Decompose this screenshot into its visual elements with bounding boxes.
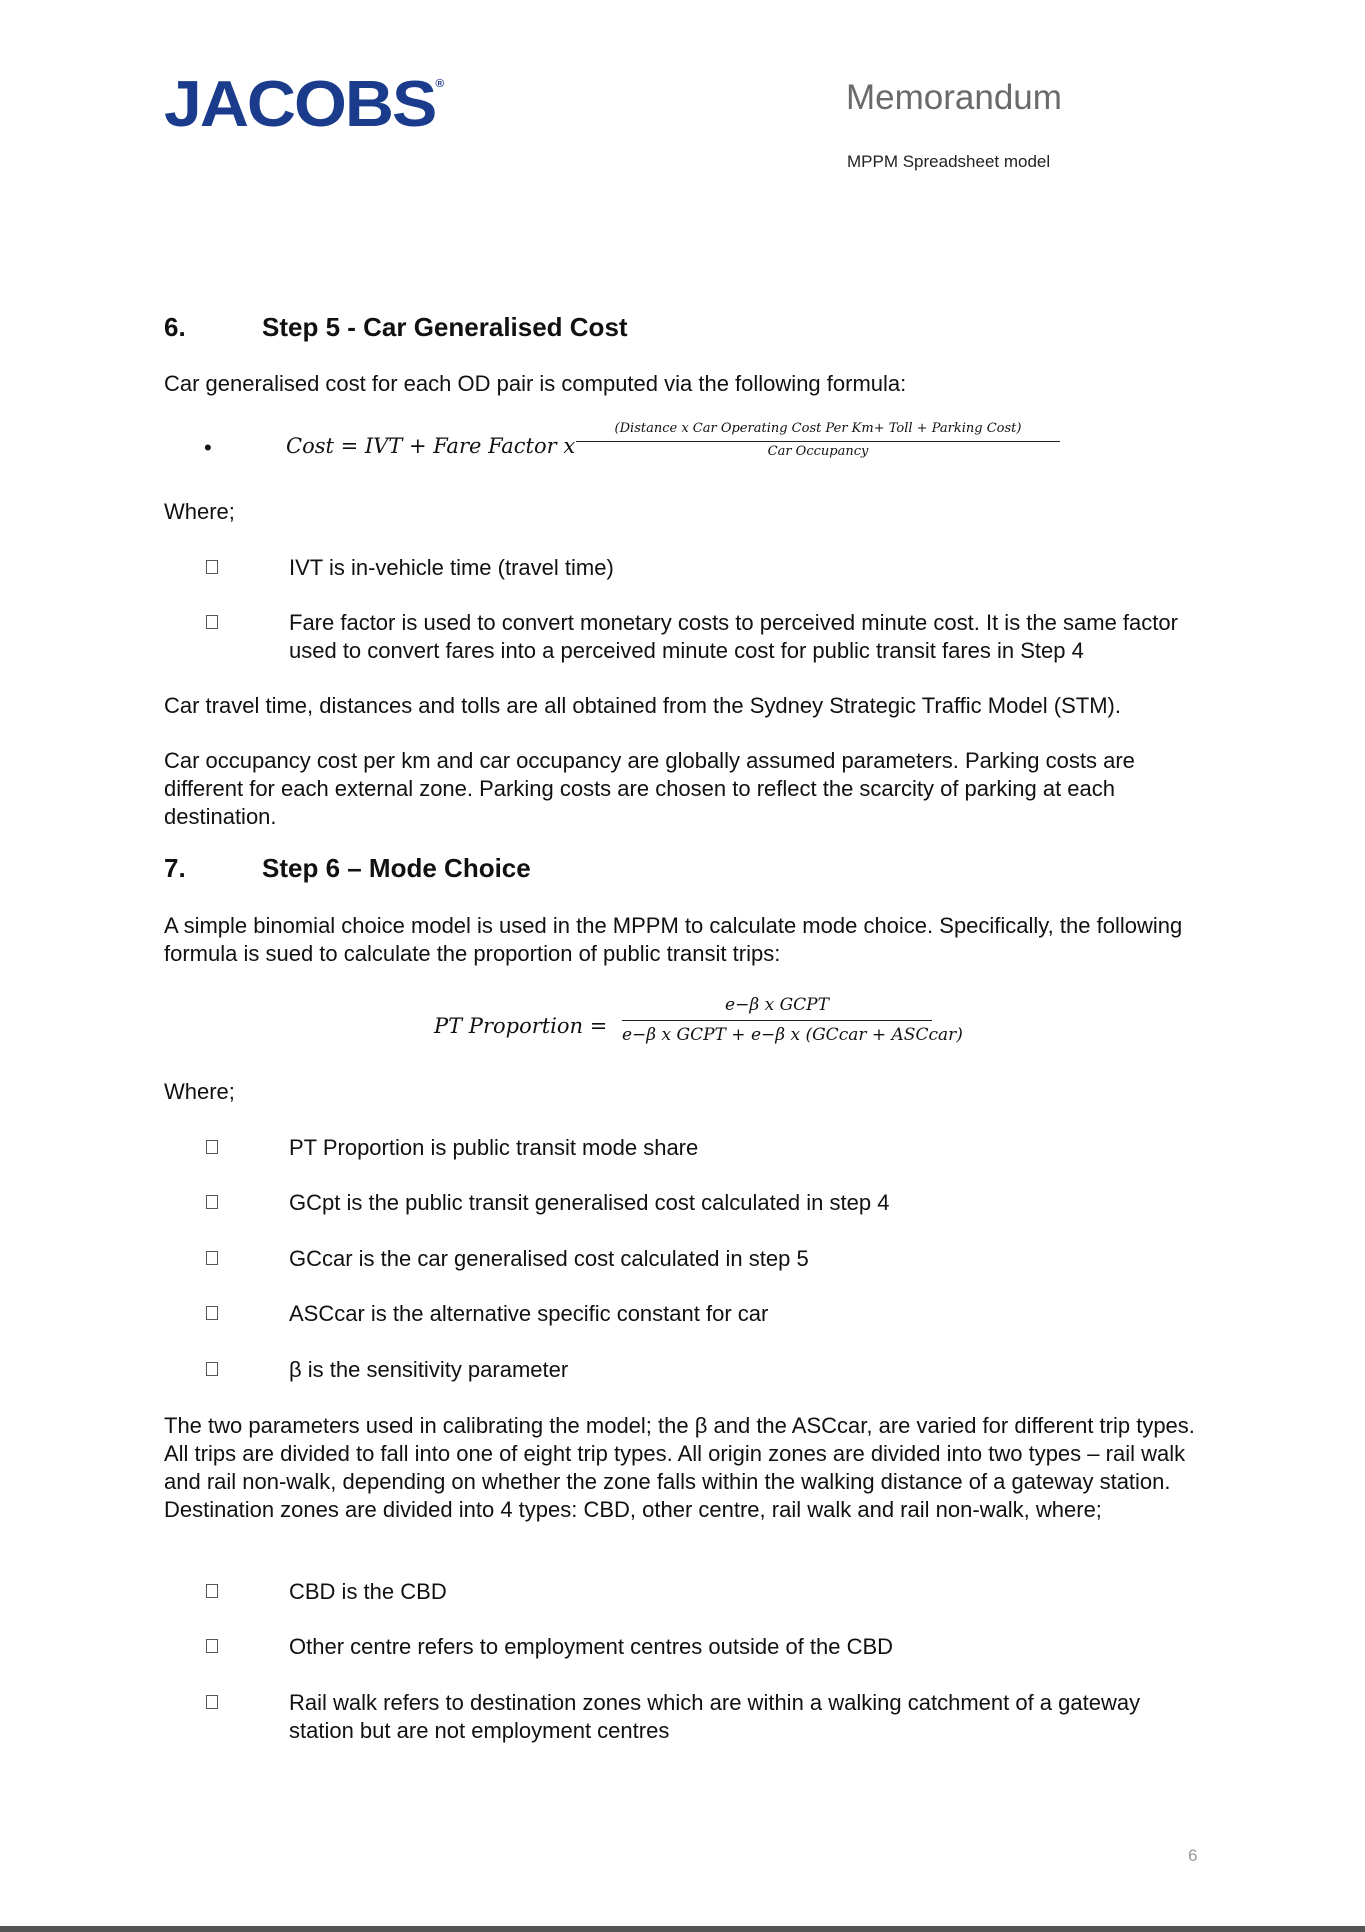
- document-title: Memorandum: [846, 78, 1062, 117]
- checkbox-bullet-icon: [206, 1306, 218, 1320]
- formula-numerator: e−β x GCPT: [622, 990, 932, 1021]
- jacobs-logo: JACOBS®: [164, 67, 445, 141]
- paragraph: Car travel time, distances and tolls are all obtained from the Sydney Strategic Traffic Model (STM).: [164, 693, 1121, 718]
- paragraph: Car occupancy cost per km and car occupancy are globally assumed parameters. Parking costs are different for each external zone. Parking costs are chosen to reflect the scarcity of parking at each destination.: [164, 748, 1135, 829]
- checkbox-bullet-icon: [206, 560, 218, 574]
- formula-denominator: Car Occupancy: [767, 444, 869, 459]
- checkbox-bullet-icon: [206, 615, 218, 629]
- checkbox-bullet-icon: [206, 1140, 218, 1154]
- page-number: 6: [1188, 1846, 1198, 1865]
- section-7-intro: A simple binomial choice model is used in the MPPM to calculate mode choice. Specifically, the following formula is sued to calculate the proportion of public transit trips:: [164, 913, 1183, 966]
- where-label: Where;: [164, 1079, 235, 1104]
- checkbox-bullet-icon: [206, 1362, 218, 1376]
- car-cost-formula: • Cost = IVT + Fare Factor x (Distance x Car Operating Cost Per Km+ Toll + Parking Cost) Car Occupancy: [204, 420, 1204, 480]
- formula-denominator: e−β x GCPT + e−β x (GCcar + ASCcar): [622, 1025, 963, 1045]
- checkbox-bullet-icon: [206, 1639, 218, 1653]
- paragraph: The two parameters used in calibrating the model; the β and the ASCcar, are varied for different trip types. All trips are divided to fall into one of eight trip types. All origin zones are divided into two types – rail walk and rail non-walk, depending on whether the zone falls within the walking distance of a gateway station. Destination zones are divided into 4 types: CBD, other centre, rail walk and rail non-walk, where;: [164, 1413, 1195, 1522]
- checkbox-bullet-icon: [206, 1251, 218, 1265]
- document-subtitle: MPPM Spreadsheet model: [847, 152, 1051, 171]
- page-bottom-border: [0, 1926, 1365, 1932]
- pt-proportion-formula: PT Proportion = e−β x GCPT e−β x GCPT + e−β x (GCcar + ASCcar): [434, 990, 1034, 1060]
- formula-numerator: (Distance x Car Operating Cost Per Km+ Toll + Parking Cost): [576, 420, 1060, 442]
- checkbox-bullet-icon: [206, 1195, 218, 1209]
- where-label: Where;: [164, 499, 235, 524]
- checkbox-bullet-icon: [206, 1695, 218, 1709]
- checkbox-bullet-icon: [206, 1584, 218, 1598]
- section-6-intro: Car generalised cost for each OD pair is computed via the following formula:: [164, 371, 907, 396]
